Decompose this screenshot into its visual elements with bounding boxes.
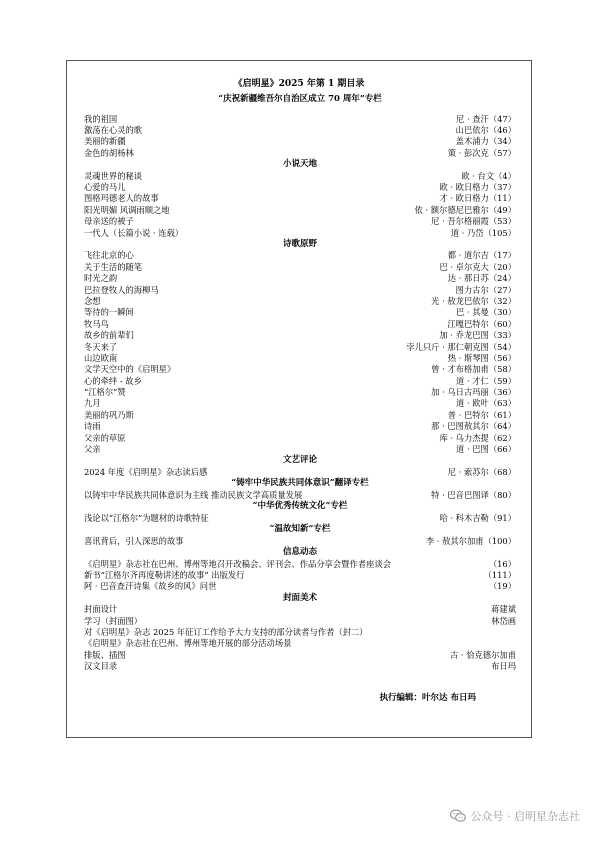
entry-title: 父亲的草原 (84, 432, 126, 443)
entry-title: 阳光明媚 风调雨顺之地 (84, 204, 170, 215)
entry-title: 冬天来了 (84, 341, 118, 352)
toc-entry (84, 285, 516, 296)
toc-entry (84, 490, 516, 501)
toc-entry (84, 273, 516, 284)
toc-entry (84, 114, 516, 125)
entry-title: 牧马鸟 (84, 318, 109, 329)
entry-title: 以铸牢中华民族共同体意识为主线 推动民族文学高质量发展 (84, 489, 303, 500)
toc-entry (84, 638, 516, 649)
toc-entry (84, 376, 516, 387)
entry-author-page: 图力古尔（27） (455, 284, 516, 295)
entry-author-page: 蒋建斌 (491, 604, 516, 615)
entry-author-page: 加 · 乌日古玛丽（36） (431, 387, 516, 398)
toc-entry (84, 296, 516, 307)
section-heading: “中华优秀传统文化”专栏 (252, 501, 348, 512)
entry-title: 排版、插图 (84, 649, 126, 660)
section-heading: 诗歌原野 (282, 238, 317, 249)
entry-author-page: 尼 · 吾尔格丽霞（53） (431, 216, 516, 227)
entry-title: 新书“江格尔齐再度勒讲述的故事” 出版发行 (84, 569, 245, 580)
toc-entry (84, 604, 516, 615)
toc-entry (84, 262, 516, 273)
entry-title: 文学天空中的《启明星》 (84, 364, 176, 375)
entry-title: 时光之韵 (84, 273, 118, 284)
entry-author-page: 才 · 欧日格力（11） (439, 193, 516, 204)
toc-entry (84, 125, 516, 136)
entry-title: “江格尔”赞 (84, 387, 126, 398)
entry-title: 诗雨 (84, 421, 101, 432)
entry-author-page: 那 · 巴图敖其尔（64） (431, 421, 516, 432)
section-heading: “温故知新”专栏 (269, 524, 331, 535)
entry-author-page: 古 · 恰克德尔加甫 (450, 649, 516, 660)
entry-title: 念想 (84, 295, 101, 306)
entry-title: 浅论以“江格尔”为题材的诗歌特征 (84, 512, 209, 523)
entry-author-page: 李 · 敖其尔加甫（100） (425, 535, 516, 546)
toc-entry (84, 581, 516, 592)
entry-author-page: （16） (488, 558, 516, 569)
entry-author-page: 盖木浦力（34） (455, 136, 516, 147)
entry-author-page: （111） (483, 569, 516, 580)
entry-title: 2024 年度《启明星》杂志读后感 (84, 466, 208, 477)
entry-author-page: 特 · 巴音巴图译（80） (431, 489, 516, 500)
entry-title: 汉文目录 (84, 661, 118, 672)
entry-author-page: 巴 · 卓尔克大（20） (439, 261, 516, 272)
toc-entry (84, 136, 516, 147)
entry-author-page: 曾 · 才布格加甫（58） (431, 364, 516, 375)
toc-entry (84, 216, 516, 227)
entry-title: 一代人（长篇小说 · 连载） (84, 227, 184, 238)
toc-entry (84, 250, 516, 261)
section-heading: 封面美术 (282, 592, 317, 603)
toc-entry (84, 570, 516, 581)
entry-author-page: 道 · 才仁（59） (456, 375, 516, 386)
entry-title: 故乡的前辈们 (84, 330, 134, 341)
toc-entry (84, 444, 516, 455)
entry-author-page: 欧 · 欧日格力（37） (439, 181, 516, 192)
entry-author-page: 光 · 敖龙巴依尔（32） (431, 295, 516, 306)
toc-entry (84, 616, 516, 627)
entry-author-page: 江嘎巴特尔（60） (447, 318, 516, 329)
entry-title: 喜讯背后，引人深思的故事 (84, 535, 184, 546)
toc-entry (84, 364, 516, 375)
section-heading: 小说天地 (282, 159, 317, 170)
entry-author-page: 道 · 乃岱（105） (450, 227, 516, 238)
entry-author-page: 布日玛 (491, 661, 516, 672)
entry-title: 我的祖国 (84, 113, 118, 124)
entry-title: 心的牵绊 - 故乡 (84, 375, 142, 386)
toc-entry (84, 171, 516, 182)
entry-title: 母亲送的被子 (84, 216, 134, 227)
entry-title: 父亲 (84, 444, 101, 455)
toc-entry (84, 205, 516, 216)
entry-author-page: 孛儿只斤 · 那仁朝克图（54） (406, 341, 516, 352)
toc-entry (84, 353, 516, 364)
toc-entry (84, 193, 516, 204)
entry-author-page: 都 · 道尔吉（17） (447, 250, 516, 261)
toc-entry (84, 387, 516, 398)
toc-entry (84, 410, 516, 421)
toc-entry (84, 421, 516, 432)
entry-title: 《启明星》杂志社在巴州、博州等地开展的部分活动场景 (84, 638, 292, 649)
entry-author-page: 尼 · 查汗（47） (456, 113, 516, 124)
entry-title: 激荡在心灵的歌 (84, 124, 143, 135)
entry-author-page: 欧 · 台文（4） (461, 170, 516, 181)
entry-title: 对《启明星》杂志 2025 年征订工作给予大力支持的部分读者与作者（封二） (84, 626, 368, 637)
entry-title: 飞往北京的心 (84, 250, 134, 261)
toc-entry (84, 148, 516, 159)
toc-entry (84, 661, 516, 672)
toc-entry (84, 330, 516, 341)
entry-title: 金色的胡杨林 (84, 147, 134, 158)
entry-title: 九月 (84, 398, 101, 409)
entry-author-page: 热 · 斯琴图（56） (447, 352, 516, 363)
wechat-icon (450, 809, 466, 823)
entry-author-page: 林岱画 (491, 615, 516, 626)
toc-entry (84, 342, 516, 353)
entry-title: 山边欧南 (84, 352, 118, 363)
entry-title: 阿 · 巴音查汗诗集《故乡的风》问世 (84, 581, 217, 592)
entry-title: 美丽的新疆 (84, 136, 126, 147)
executive-editor: 执行编辑：叶尔达 布日玛 (379, 692, 476, 703)
toc-entry (84, 433, 516, 444)
entry-author-page: 普 · 巴特尔（61） (447, 409, 516, 420)
section-heading: “庆祝新疆维吾尔自治区成立 70 周年”专栏 (218, 94, 382, 104)
entry-author-page: 尼 · 索苏尔（68） (447, 466, 516, 477)
entry-title: 关于生活的随笔 (84, 261, 143, 272)
toc-entry (84, 650, 516, 661)
entry-author-page: 达 · 那日苏（24） (447, 273, 516, 284)
entry-title: 灵魂世界的秘谈 (84, 170, 143, 181)
toc-entry (84, 182, 516, 193)
toc-entry (84, 513, 516, 524)
entry-author-page: 加 · 乔龙巴图（33） (439, 330, 516, 341)
toc-entry (84, 536, 516, 547)
watermark (450, 808, 581, 824)
section-heading: 文艺评论 (282, 455, 317, 466)
toc-entry (84, 228, 516, 239)
page-title: 《启明星》2025 年第 1 期目录 (233, 79, 365, 89)
entry-author-page: 山巴依尔（46） (455, 124, 516, 135)
toc-entry (84, 627, 516, 638)
entry-author-page: 哈 · 科木吉勒（91） (439, 512, 516, 523)
entry-title: 美丽的巩乃斯 (84, 409, 134, 420)
toc-entry (84, 307, 516, 318)
entry-title: 心爱的马儿 (84, 181, 126, 192)
entry-title: 封面设计 (84, 604, 118, 615)
toc-entry (84, 319, 516, 330)
table-of-contents (84, 94, 516, 703)
toc-entry (84, 559, 516, 570)
entry-author-page: 依 · 额尔德尼巴雅尔（49） (414, 204, 516, 215)
entry-author-page: 道 · 巴图（66） (456, 444, 516, 455)
entry-title: 巴拉登牧人的海柳马 (84, 284, 159, 295)
section-heading: “铸牢中华民族共同体意识”翻译专栏 (231, 478, 369, 489)
watermark-text: 公众号 · 启明星杂志社 (470, 810, 580, 823)
entry-title: 等待的一瞬间 (84, 307, 134, 318)
toc-entry (84, 467, 516, 478)
section-heading: 信息动态 (282, 547, 317, 557)
entry-author-page: 巴 · 其曼（30） (456, 307, 516, 318)
entry-author-page: 策 · 彭次克（57） (447, 147, 516, 158)
entry-title: 《启明星》杂志社在巴州、博州等地召开改稿会、评刊会、作品分享会暨作者座谈会 (84, 558, 391, 569)
entry-author-page: 道 · 欧叶（63） (456, 398, 516, 409)
entry-author-page: （19） (488, 581, 516, 592)
entry-title: 图格玛德老人的故事 (84, 193, 159, 204)
entry-author-page: 库 · 乌力杰提（62） (439, 432, 516, 443)
entry-title: 学习（封面图） (84, 615, 143, 626)
toc-entry (84, 398, 516, 409)
